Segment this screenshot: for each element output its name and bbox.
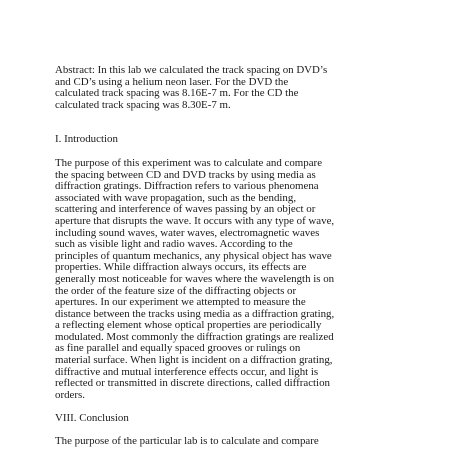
introduction-line: including sound waves, water waves, electromagnetic waves bbox=[55, 226, 320, 239]
introduction-line: generally most noticeable for waves where the wavelength is on bbox=[55, 272, 335, 285]
abstract-paragraph bbox=[55, 65, 415, 111]
abstract-line: calculated track spacing was 8.16E-7 m. For the CD the bbox=[55, 87, 299, 100]
introduction-line: scattering and interference of waves passing by an object or bbox=[55, 203, 316, 216]
abstract-line: calculated track spacing was 8.30E-7 m. bbox=[55, 98, 231, 111]
conclusion-heading: VIII. Conclusion bbox=[55, 412, 129, 425]
introduction-line: properties. While diffraction always occurs, its effects are bbox=[55, 261, 307, 274]
introduction-line: distance between the tracks using media as a diffraction grating, bbox=[55, 307, 335, 320]
abstract-line: Abstract: In this lab we calculated the track spacing on DVD’s bbox=[55, 64, 328, 76]
introduction-line: a reflecting element whose optical properties are periodically bbox=[55, 319, 322, 332]
introduction-line: such as visible light and radio waves. According to the bbox=[55, 238, 293, 251]
introduction-line: principles of quantum mechanics, any physical object has wave bbox=[55, 249, 332, 262]
conclusion-paragraph bbox=[55, 436, 415, 448]
introduction-line: associated with wave propagation, such as the bending, bbox=[55, 191, 297, 204]
introduction-line: the spacing between CD and DVD tracks by using media as bbox=[55, 168, 316, 181]
document-page bbox=[55, 65, 415, 448]
introduction-line: aperture that disrupts the wave. It occurs with any type of wave, bbox=[55, 214, 335, 227]
introduction-line: The purpose of this experiment was to calculate and compare bbox=[55, 156, 323, 169]
introduction-line: as fine parallel and equally spaced grooves or rulings on bbox=[55, 342, 301, 355]
introduction-line: the order of the feature size of the diffracting objects or bbox=[55, 284, 297, 297]
introduction-line: reflected or transmitted in discrete directions, called diffraction bbox=[55, 377, 330, 390]
introduction-line: orders. bbox=[55, 388, 85, 401]
introduction-heading: I. Introduction bbox=[55, 133, 118, 146]
introduction-line: modulated. Most commonly the diffraction gratings are realized bbox=[55, 330, 334, 343]
abstract-line: and CD’s using a helium neon laser. For the DVD the bbox=[55, 75, 289, 88]
introduction-line: apertures. In our experiment we attempted to measure the bbox=[55, 296, 306, 309]
introduction-line: diffractive and mutual interference effects occur, and light is bbox=[55, 365, 319, 378]
introduction-line: material surface. When light is incident on a diffraction grating, bbox=[55, 354, 333, 367]
introduction-line: diffraction gratings. Diffraction refers to various phenomena bbox=[55, 180, 319, 193]
conclusion-line: The purpose of the particular lab is to calculate and compare bbox=[55, 435, 319, 448]
introduction-paragraph bbox=[55, 158, 415, 401]
